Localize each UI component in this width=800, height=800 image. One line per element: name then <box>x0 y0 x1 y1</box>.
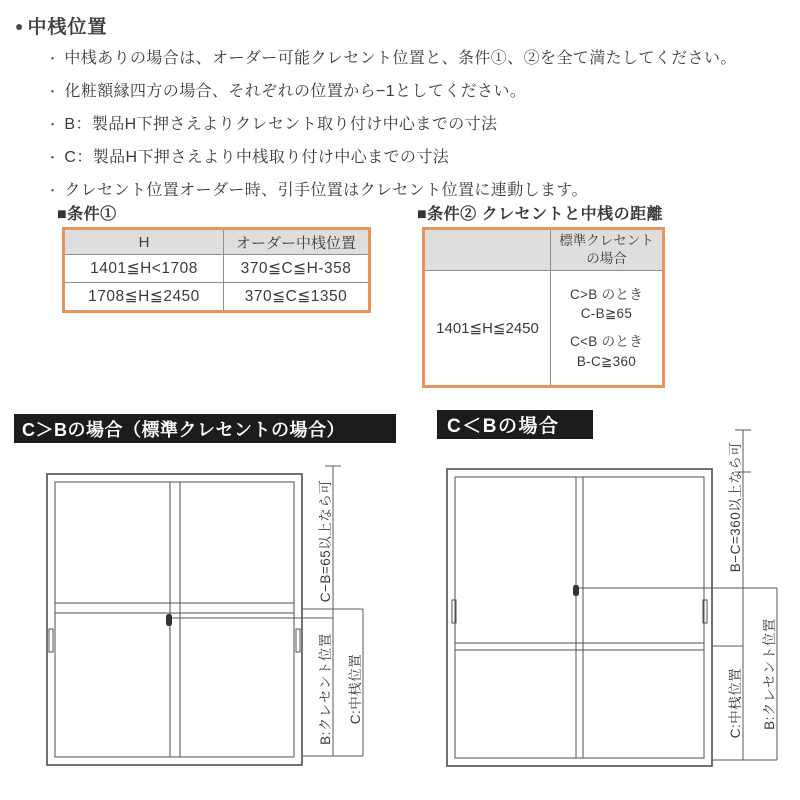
note-bullet-icon: ・ <box>46 84 60 99</box>
note-text: 化粧額縁四方の場合、それぞれの位置から−1としてください。 <box>64 83 527 100</box>
pull-handle <box>49 629 53 652</box>
left-case-title-bar: C＞Bの場合（標準クレセントの場合） <box>14 414 396 443</box>
note-item <box>46 141 737 174</box>
note-bullet-icon: ・ <box>46 183 60 198</box>
right-window-diagram <box>400 405 800 800</box>
page-title-text: 中桟位置 <box>27 17 108 38</box>
window-inner-frame <box>455 477 704 758</box>
left-window-diagram <box>0 440 400 800</box>
pull-handle <box>296 629 300 652</box>
crescent-position-label: B:クレセント位置 <box>762 618 777 730</box>
condition2-title: ■条件② クレセントと中桟の距離 <box>417 206 664 223</box>
section-bullet-icon: ● <box>15 18 25 34</box>
header-cell-standard-crescent <box>551 229 664 271</box>
table-header-row <box>424 229 664 271</box>
header-cell-h: H <box>64 229 224 255</box>
table-header-row <box>64 229 370 255</box>
table-row <box>64 283 370 312</box>
diff-dimension-label: B−C=360以上なら可 <box>728 441 743 573</box>
condition1-title: ■条件① <box>57 206 117 223</box>
header-line: の場合 <box>586 251 627 266</box>
note-bullet-icon: ・ <box>46 150 60 165</box>
cell-h-range: 1401≦H≦2450 <box>424 271 551 387</box>
case-block <box>551 332 662 371</box>
header-cell-order-rail: オーダー中桟位置 <box>224 229 370 255</box>
cell-c-range: 370≦C≦H-358 <box>224 255 370 283</box>
header-line: 標準クレセント <box>559 233 654 249</box>
table-row <box>424 271 664 387</box>
case-condition: C>B のとき <box>570 286 643 302</box>
condition1-table <box>62 227 371 313</box>
note-bullet-icon: ・ <box>46 117 60 132</box>
table-row <box>64 255 370 283</box>
note-text: クレセント位置オーダー時、引手位置はクレセント位置に連動します。 <box>64 182 588 199</box>
crescent-position-label: B:クレセント位置 <box>318 633 333 745</box>
note-item <box>46 75 737 108</box>
rail-position-label: C:中桟位置 <box>348 653 363 725</box>
page-title <box>15 12 107 39</box>
notes-list <box>46 42 737 207</box>
crescent-lock-icon <box>573 585 579 596</box>
cell-cases <box>551 271 664 387</box>
note-item <box>46 42 737 75</box>
cell-c-range: 370≦C≦1350 <box>224 283 370 312</box>
case-condition: C<B のとき <box>570 334 643 349</box>
header-cell-empty <box>424 229 551 271</box>
window-outer-frame <box>447 469 712 766</box>
diff-dimension-label: C−B=65以上なら可 <box>318 479 333 603</box>
rail-position-label: C:中桟位置 <box>728 667 743 739</box>
case-rule: B-C≧360 <box>576 353 637 369</box>
note-text: C：製品H下押さえより中桟取り付け中心までの寸法 <box>64 149 450 166</box>
cell-h-range: 1401≦H<1708 <box>64 255 224 283</box>
condition2-table <box>422 227 665 388</box>
window-outer-frame <box>47 474 302 765</box>
cell-h-range: 1708≦H≦2450 <box>64 283 224 312</box>
case-rule: C-B≧65 <box>580 306 633 322</box>
crescent-lock-icon <box>166 614 172 626</box>
note-bullet-icon: ・ <box>46 51 60 66</box>
note-item <box>46 108 737 141</box>
note-text: B：製品H下押さえよりクレセント取り付け中心までの寸法 <box>64 116 498 133</box>
note-text: 中桟ありの場合は、オーダー可能クレセント位置と、条件①、②を全て満たしてください。 <box>64 50 737 67</box>
case-block <box>551 285 662 324</box>
right-case-title-bar: C＜Bの場合 <box>437 410 593 439</box>
window-inner-frame <box>55 482 294 757</box>
